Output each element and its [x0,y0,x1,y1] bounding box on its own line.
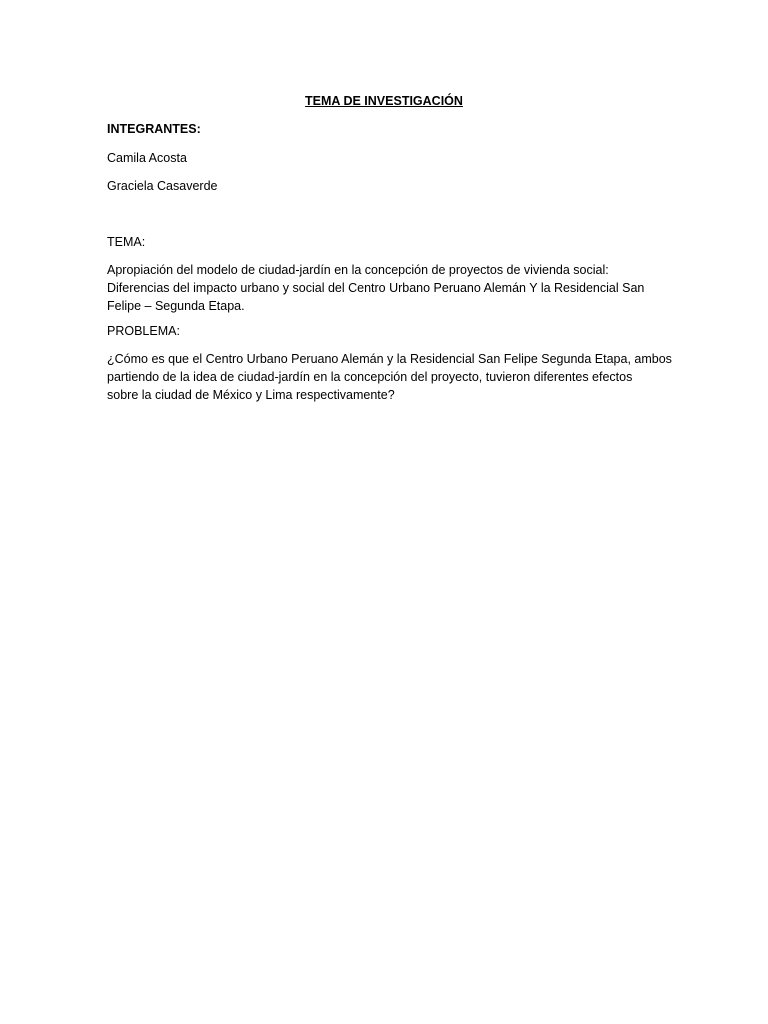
document-title: TEMA DE INVESTIGACIÓN [305,94,463,108]
tema-line: Apropiación del modelo de ciudad-jardín en la concepción de proyectos de vivienda social: [107,263,609,277]
problema-line: sobre la ciudad de México y Lima respectivamente? [107,388,395,402]
tema-label: TEMA: [107,235,146,249]
problema-paragraph [107,350,672,404]
integrante-1: Camila Acosta [107,151,187,165]
tema-line: Diferencias del impacto urbano y social del Centro Urbano Peruano Alemán Y la Residencial San [107,281,645,295]
integrantes-label: INTEGRANTES: [107,122,201,136]
integrante-2: Graciela Casaverde [107,179,218,193]
tema-line: Felipe – Segunda Etapa. [107,299,245,313]
problema-line: partiendo de la idea de ciudad-jardín en la concepción del proyecto, tuvieron diferentes efectos [107,370,633,384]
problema-line: ¿Cómo es que el Centro Urbano Peruano Alemán y la Residencial San Felipe Segunda Etapa, ambos [107,352,672,366]
problema-label: PROBLEMA: [107,324,180,338]
tema-paragraph [107,261,667,315]
